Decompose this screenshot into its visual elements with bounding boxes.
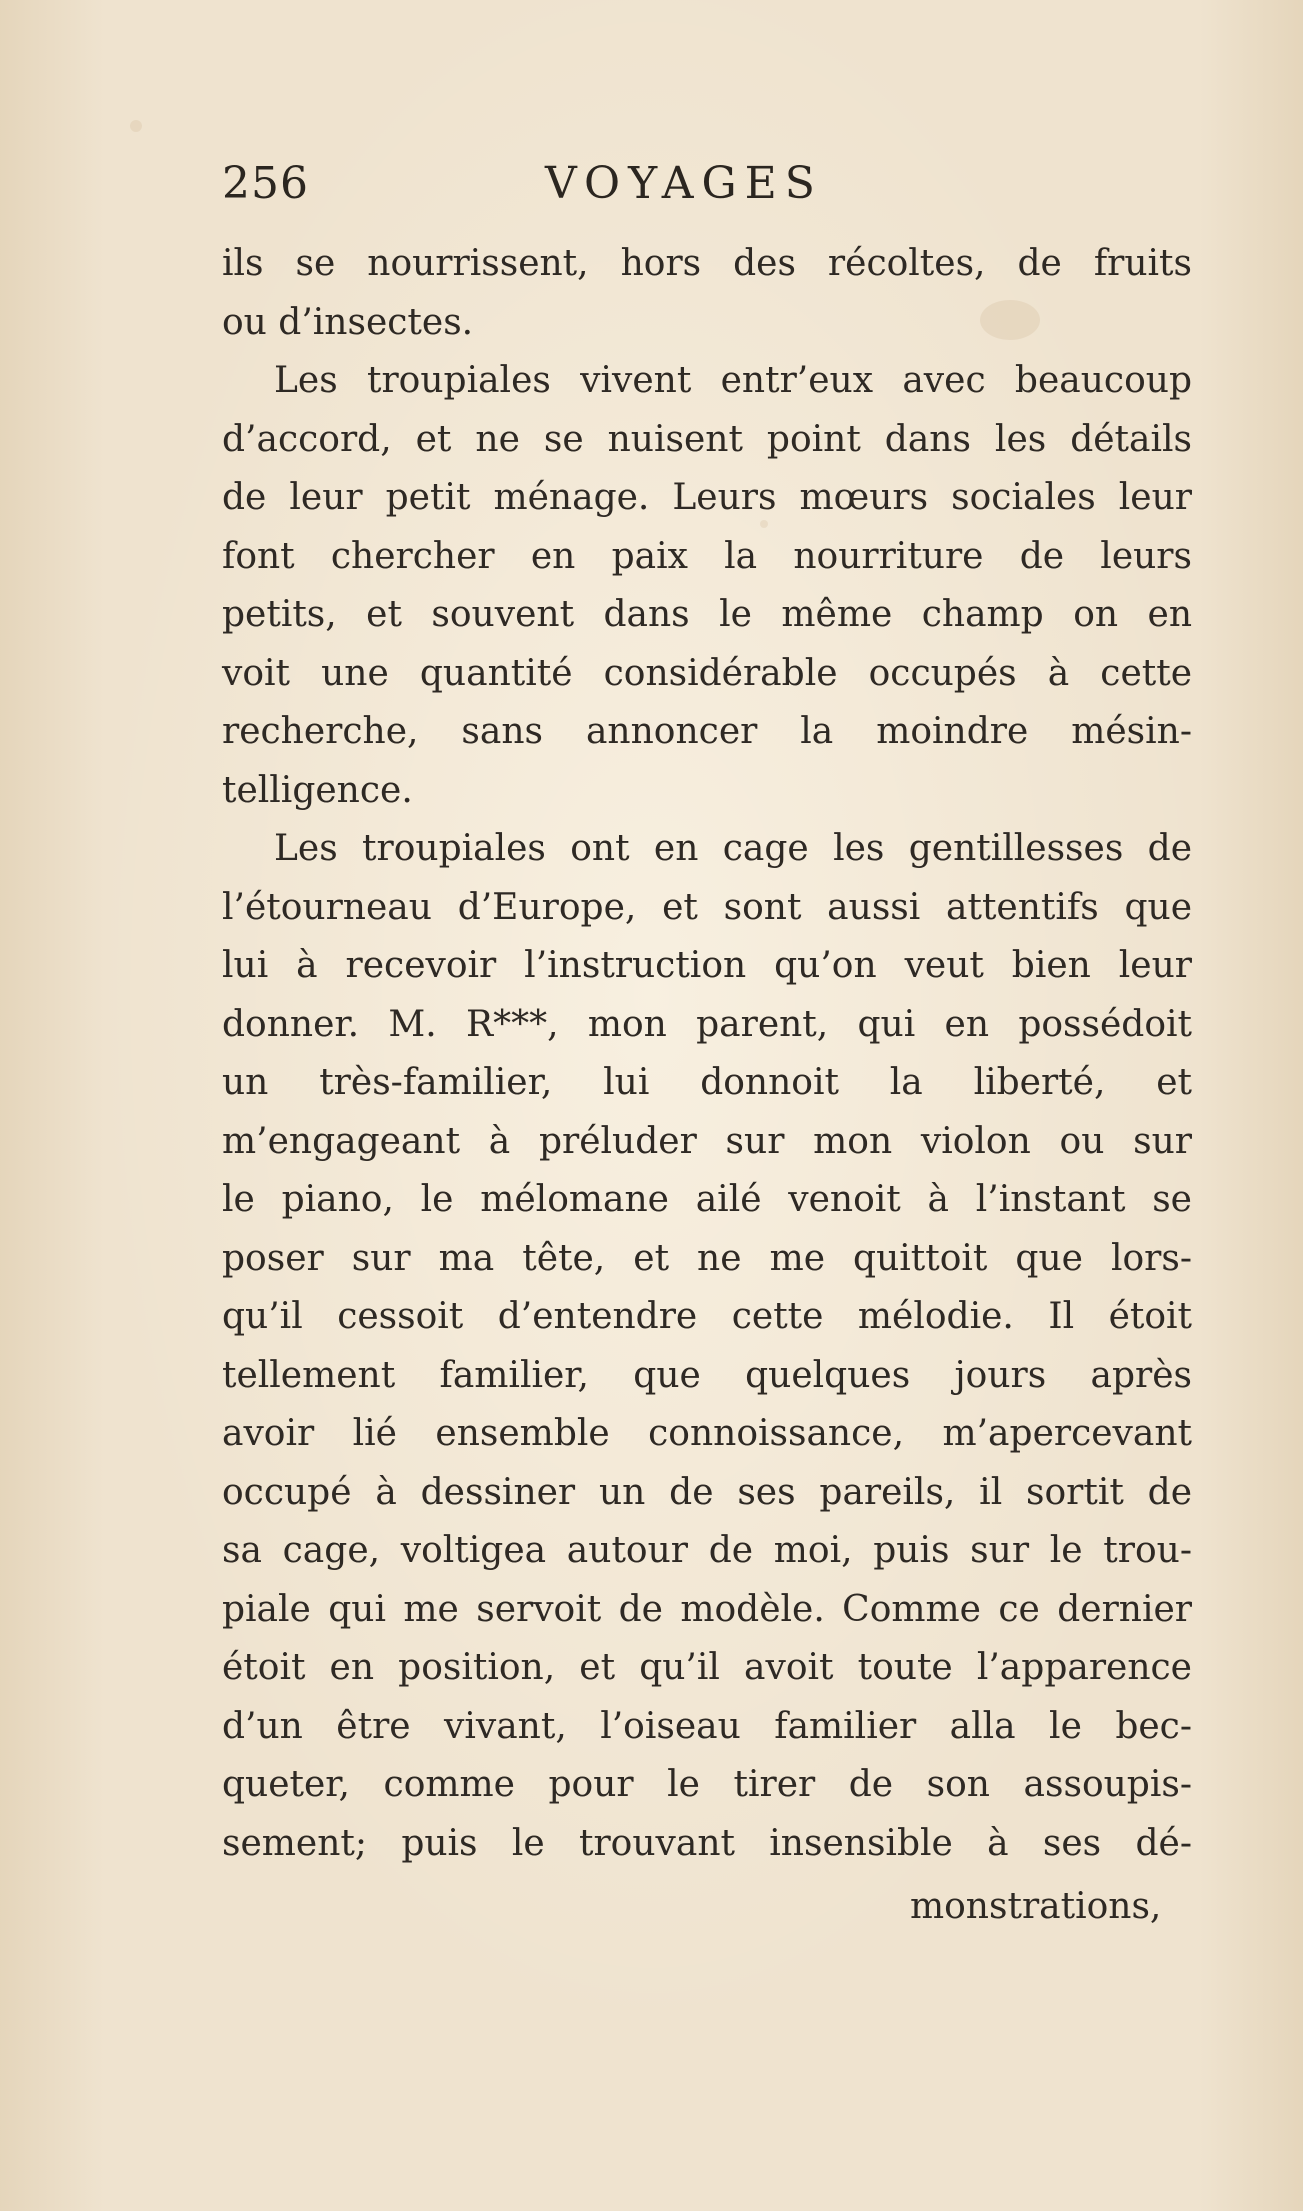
text-line: font chercher en paix la nourriture de leurs bbox=[222, 535, 1192, 577]
text-line: de leur petit ménage. Leurs mœurs sociales leur bbox=[222, 477, 1192, 518]
text-line: ou d’insectes. bbox=[222, 301, 474, 343]
text-line: tellement familier, que quelques jours après bbox=[222, 1354, 1192, 1396]
text-line: l’étourneau d’Europe, et sont aussi attentifs que bbox=[222, 886, 1192, 928]
text-line: poser sur ma tête, et ne me quittoit que lors- bbox=[222, 1237, 1192, 1279]
text-line: avoir lié ensemble connoissance, m’apercevant bbox=[222, 1413, 1192, 1454]
text-line: d’un être vivant, l’oiseau familier alla le bec- bbox=[222, 1705, 1192, 1747]
text-line: lui à recevoir l’instruction qu’on veut bien leur bbox=[222, 945, 1192, 986]
text-line: sa cage, voltigea autour de moi, puis sur le trou- bbox=[222, 1530, 1192, 1571]
text-line: ils se nourrissent, hors des récoltes, de fruits bbox=[222, 243, 1192, 284]
page-header bbox=[222, 158, 1192, 218]
catchword: monstrations, bbox=[910, 1886, 1162, 1927]
text-line: petits, et souvent dans le même champ on en bbox=[222, 594, 1192, 635]
text-line: qu’il cessoit d’entendre cette mélodie. Il étoit bbox=[222, 1296, 1192, 1337]
text-line: le piano, le mélomane ailé venoit à l’instant se bbox=[222, 1179, 1192, 1220]
text-line: étoit en position, et qu’il avoit toute l’apparence bbox=[222, 1647, 1192, 1688]
text-line: un très-familier, lui donnoit la liberté, et bbox=[222, 1062, 1192, 1103]
text-line: occupé à dessiner un de ses pareils, il sortit de bbox=[222, 1471, 1192, 1513]
text-line: d’accord, et ne se nuisent point dans les détails bbox=[222, 418, 1192, 460]
text-line: piale qui me servoit de modèle. Comme ce dernier bbox=[222, 1588, 1192, 1630]
text-line: recherche, sans annoncer la moindre mésin- bbox=[222, 711, 1192, 752]
text-line: donner. M. R***, mon parent, qui en possédoit bbox=[222, 1003, 1192, 1045]
text-line: Les troupiales ont en cage les gentillesses de bbox=[274, 828, 1192, 869]
text-line: telligence. bbox=[222, 769, 413, 811]
text-line: queter, comme pour le tirer de son assoupis- bbox=[222, 1764, 1192, 1805]
page-number: 256 bbox=[222, 158, 309, 209]
text-line: sement; puis le trouvant insensible à ses dé- bbox=[222, 1822, 1192, 1864]
text-line: Les troupiales vivent entr’eux avec beaucoup bbox=[274, 360, 1192, 401]
paper-stain bbox=[130, 120, 142, 132]
text-line: voit une quantité considérable occupés à cette bbox=[222, 652, 1192, 694]
body-text bbox=[222, 235, 1192, 1873]
text-line: m’engageant à préluder sur mon violon ou sur bbox=[222, 1120, 1192, 1162]
running-head: VOYAGES bbox=[545, 158, 823, 209]
